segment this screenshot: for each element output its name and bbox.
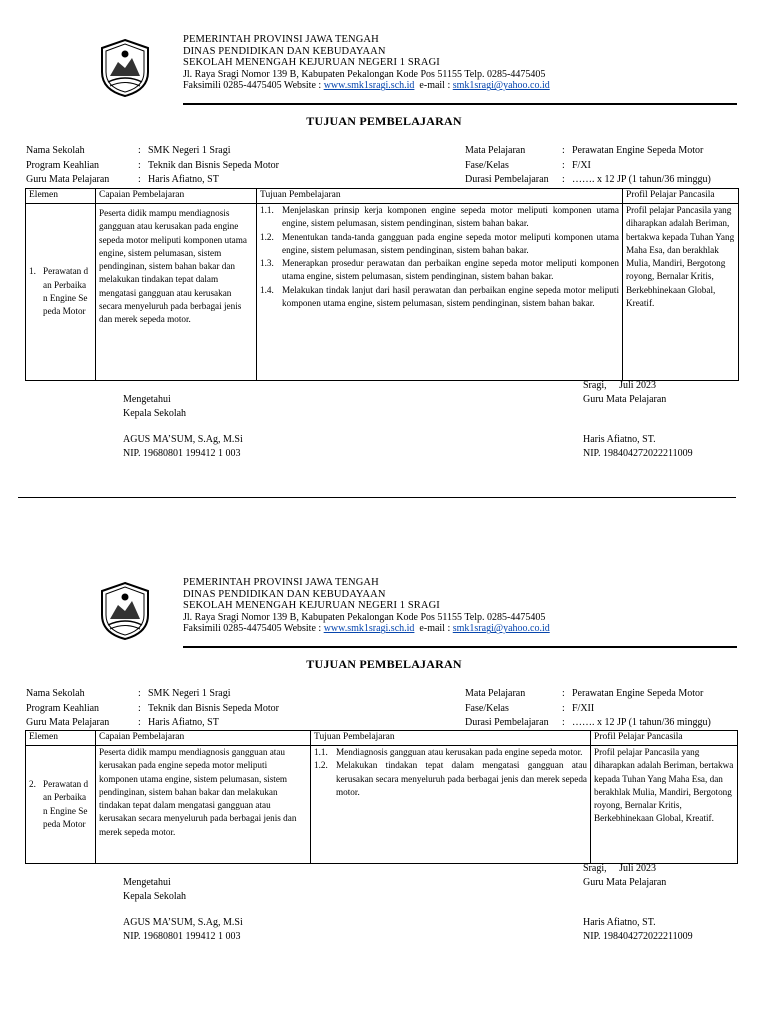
- elemen-cell: 2. Perawatan dan Perbaikan Engine Sepeda Motor: [26, 746, 96, 864]
- teacher: Haris Afiatno, ST: [148, 717, 219, 728]
- tp-item-text: Mendiagnosis gangguan atau kerusakan pada engine sepeda motor.: [336, 747, 583, 757]
- contact-line: Faksimili 0285-4475405 Website : www.smk1sragi.sch.id e-mail : smk1sragi@yahoo.co.id: [183, 80, 550, 92]
- tp-item-text: Menerapkan prosedur perawatan dan perbaikan engine sepeda motor meliputi komponen utama engine, sistem pelumasan, sistem pendinginan, sistem bahan bakar.: [282, 258, 619, 282]
- principal-signature: Mengetahui Kepala Sekolah AGUS MA’SUM, S.Ag, M.Si NIP. 19680801 199412 1 003: [123, 394, 243, 459]
- teacher-nip: NIP. 198404272022211009: [583, 448, 693, 459]
- letterhead: [0, 573, 768, 648]
- header-elemen: Elemen: [26, 731, 96, 746]
- elemen-cell: 1. Perawatan dan Perbaikan Engine Sepeda Motor: [26, 204, 96, 381]
- teacher-name: Haris Afiatno, ST.: [583, 917, 656, 928]
- header-elemen: Elemen: [26, 189, 96, 204]
- gov-line: PEMERINTAH PROVINSI JAWA TENGAH: [183, 34, 379, 45]
- objectives-table: [25, 730, 738, 864]
- tp-cell: [257, 204, 623, 381]
- tp-list: [260, 204, 619, 310]
- subject: Perawatan Engine Sepeda Motor: [572, 145, 704, 156]
- principal-nip: NIP. 19680801 199412 1 003: [123, 448, 241, 459]
- header-profil: Profil Pelajar Pancasila: [591, 731, 738, 746]
- tp-item: [314, 746, 587, 759]
- tp-item: [260, 231, 619, 258]
- address-line: Jl. Raya Sragi Nomor 139 B, Kabupaten Pekalongan Kode Pos 51155 Telp. 0285-4475405: [183, 611, 546, 623]
- letterhead-rule: [183, 646, 737, 648]
- phase-class: F/XII: [572, 702, 595, 714]
- page-divider: [18, 497, 736, 498]
- website-link[interactable]: www.smk1sragi.sch.id: [323, 80, 415, 92]
- objectives-table: [25, 188, 739, 381]
- header-cp: Capaian Pembelajaran: [96, 189, 257, 204]
- page-title: TUJUAN PEMBELAJARAN: [306, 114, 462, 128]
- principal-nip: NIP. 19680801 199412 1 003: [123, 931, 241, 942]
- tp-item-number: 1.2.: [314, 760, 328, 771]
- dept-line: DINAS PENDIDIKAN DAN KEBUDAYAAN: [183, 588, 386, 600]
- teacher-signature: Sragi, Juli 2023 Guru Mata Pelajaran Haris Afiatno, ST. NIP. 198404272022211009: [583, 863, 693, 942]
- province-emblem-icon: [96, 581, 154, 641]
- subject: Perawatan Engine Sepeda Motor: [572, 688, 704, 699]
- phase-class: F/XI: [572, 159, 591, 171]
- email-link[interactable]: smk1sragi@yahoo.co.id: [452, 623, 550, 635]
- tp-item-number: 1.1.: [260, 205, 274, 215]
- tp-list: [314, 746, 587, 799]
- info-left: Nama Sekolah : SMK Negeri 1 Sragi Program Keahlian : Teknik dan Bisnis Sepeda Motor Guru Mata Pelajaran : Haris Afiatno, ST: [26, 144, 279, 188]
- letterhead-text: [183, 577, 550, 635]
- email-link[interactable]: smk1sragi@yahoo.co.id: [452, 80, 550, 92]
- school-line: SEKOLAH MENENGAH KEJURUAN NEGERI 1 SRAGI: [183, 57, 440, 69]
- cp-cell: Peserta didik mampu mendiagnosis gangguan atau kerusakan pada engine sepeda motor meliputi komponen utama engine, sistem pelumasan, sistem pendinginan, sistem bahan bakar dan melakukan tindakan tepat dalam mengatasi gangguan atau kerusakan secara menyeluruh pada berbagai jenis dan merek sepeda motor.: [96, 204, 257, 381]
- dept-line: DINAS PENDIDIKAN DAN KEBUDAYAAN: [183, 45, 386, 57]
- profil-cell: Profil pelajar Pancasila yang diharapkan adalah Beriman, bertakwa kepada Tuhan Yang Maha Esa, dan berakhlak Mulia, Mandiri, Bergotong royong, Bernalar Kritis, Berkebhinekaan Global, Kreatif.: [623, 204, 739, 381]
- principal-signature: Mengetahui Kepala Sekolah AGUS MA’SUM, S.Ag, M.Si NIP. 19680801 199412 1 003: [123, 877, 243, 942]
- tp-item-text: Menentukan tanda-tanda gangguan pada engine sepeda motor meliputi komponen utama engine, sistem pelumasan, sistem pendinginan, sistem bahan bakar.: [282, 231, 619, 255]
- info-left: Nama Sekolah : SMK Negeri 1 Sragi Program Keahlian : Teknik dan Bisnis Sepeda Motor Guru Mata Pelajaran : Haris Afiatno, ST: [26, 687, 279, 731]
- letterhead-rule: [183, 103, 737, 105]
- tp-item: [260, 204, 619, 231]
- header-cp: Capaian Pembelajaran: [96, 731, 311, 746]
- letterhead: [0, 30, 768, 105]
- info-right: Mata Pelajaran : Perawatan Engine Sepeda Motor Fase/Kelas : F/XI Durasi Pembelajaran : ……. x 12 JP (1 tahun/36 minggu): [465, 144, 711, 188]
- program: Teknik dan Bisnis Sepeda Motor: [148, 159, 279, 171]
- teacher-nip: NIP. 198404272022211009: [583, 931, 693, 942]
- tp-item: [314, 759, 587, 799]
- tp-item-text: Menjelaskan prinsip kerja komponen engine sepeda motor meliputi komponen utama engine, sistem pelumasan, sistem pendinginan, sistem bahan bakar.: [282, 205, 619, 229]
- tp-item-number: 1.2.: [260, 231, 274, 242]
- teacher-signature: Sragi, Juli 2023 Guru Mata Pelajaran Haris Afiatno, ST. NIP. 198404272022211009: [583, 380, 693, 459]
- contact-line: Faksimili 0285-4475405 Website : www.smk1sragi.sch.id e-mail : smk1sragi@yahoo.co.id: [183, 623, 550, 635]
- profil-cell: Profil pelajar Pancasila yang diharapkan adalah Beriman, bertakwa kepada Tuhan Yang Maha Esa, dan berakhlak Mulia, Mandiri, Bergotong royong, Bernalar Kritis, Berkebhinekaan Global, Kreatif.: [591, 746, 738, 864]
- tp-item: [260, 284, 619, 311]
- principal-name: AGUS MA’SUM, S.Ag, M.Si: [123, 917, 243, 928]
- tp-item-number: 1.1.: [314, 747, 328, 757]
- info-right: Mata Pelajaran : Perawatan Engine Sepeda Motor Fase/Kelas : F/XII Durasi Pembelajaran : ……. x 12 JP (1 tahun/36 minggu): [465, 687, 711, 731]
- cp-cell: Peserta didik mampu mendiagnosis gangguan atau kerusakan pada engine sepeda motor meliputi komponen utama engine, sistem pelumasan, sistem pendinginan, sistem bahan bakar dan melakukan tindakan tepat dalam mengatasi gangguan atau kerusakan secara menyeluruh pada berbagai jenis dan merek sepeda motor.: [96, 746, 311, 864]
- tp-item-number: 1.4.: [260, 284, 274, 295]
- tp-item-text: Melakukan tindak lanjut dari hasil perawatan dan perbaikan engine sepeda motor meliputi komponen utama engine, sistem pelumasan, sistem pendinginan, sistem bahan bakar.: [282, 284, 619, 309]
- page-title: TUJUAN PEMBELAJARAN: [306, 657, 462, 671]
- address-line: Jl. Raya Sragi Nomor 139 B, Kabupaten Pekalongan Kode Pos 51155 Telp. 0285-4475405: [183, 68, 546, 80]
- province-emblem-icon: [96, 38, 154, 98]
- tp-item: [260, 257, 619, 284]
- school-name: SMK Negeri 1 Sragi: [148, 145, 231, 156]
- website-link[interactable]: www.smk1sragi.sch.id: [323, 623, 415, 635]
- duration: ……. x 12 JP (1 tahun/36 minggu): [572, 174, 711, 185]
- school-line: SEKOLAH MENENGAH KEJURUAN NEGERI 1 SRAGI: [183, 600, 440, 612]
- header-tp: Tujuan Pembelajaran: [311, 731, 591, 746]
- duration: ……. x 12 JP (1 tahun/36 minggu): [572, 717, 711, 728]
- school-name: SMK Negeri 1 Sragi: [148, 688, 231, 699]
- header-tp: Tujuan Pembelajaran: [257, 189, 623, 204]
- gov-line: PEMERINTAH PROVINSI JAWA TENGAH: [183, 577, 379, 588]
- tp-cell: [311, 746, 591, 864]
- principal-name: AGUS MA’SUM, S.Ag, M.Si: [123, 434, 243, 445]
- letterhead-text: [183, 34, 550, 92]
- tp-item-text: Melakukan tindakan tepat dalam mengatasi gangguan atau kerusakan secara menyeluruh pada berbagai jenis dan merek sepeda motor.: [336, 760, 587, 797]
- program: Teknik dan Bisnis Sepeda Motor: [148, 702, 279, 714]
- tp-item-number: 1.3.: [260, 258, 274, 269]
- header-profil: Profil Pelajar Pancasila: [623, 189, 739, 204]
- teacher-name: Haris Afiatno, ST.: [583, 434, 656, 445]
- teacher: Haris Afiatno, ST: [148, 174, 219, 185]
